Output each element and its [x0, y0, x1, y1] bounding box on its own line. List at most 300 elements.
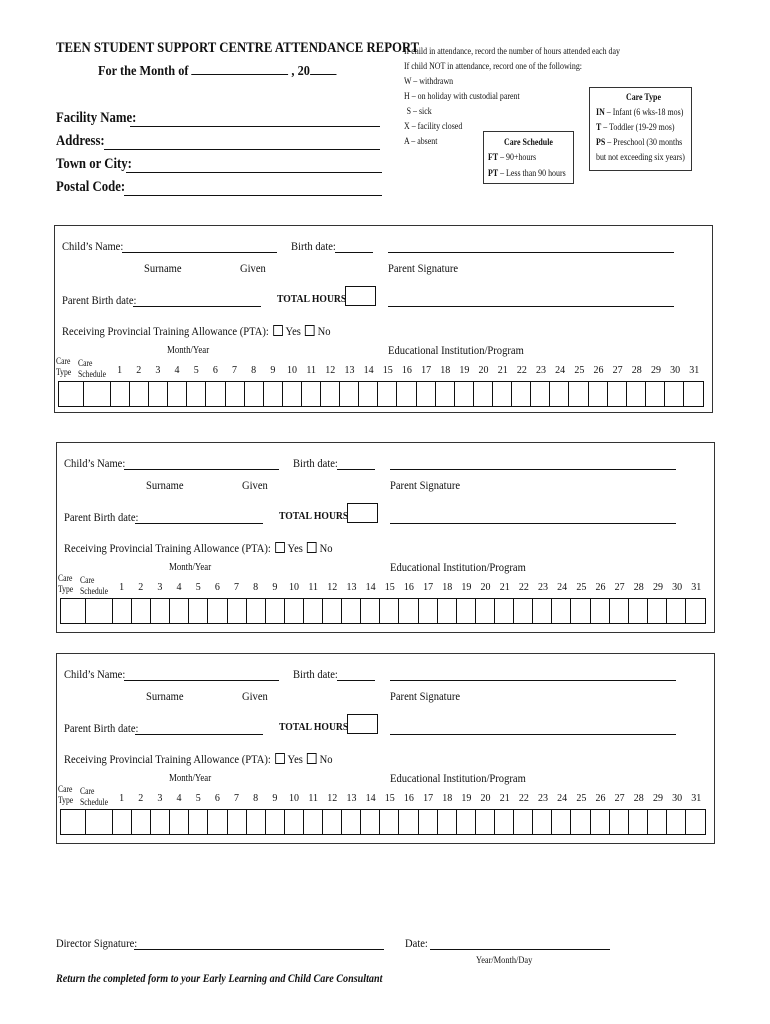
facility-name-field[interactable]	[130, 126, 380, 127]
day-number: 5	[193, 365, 199, 376]
day-cell[interactable]	[512, 382, 531, 406]
address-label: Address:	[56, 133, 105, 149]
month-year-label: Month/Year	[167, 345, 210, 356]
day-number: 8	[253, 793, 259, 804]
day-cell[interactable]	[589, 382, 608, 406]
care-schedule-col-header: Care Schedule	[80, 786, 109, 807]
day-number: 23	[538, 793, 549, 804]
code-item: S – sick	[406, 106, 432, 116]
code-item: W – withdrawn	[404, 76, 454, 86]
day-number: 16	[403, 582, 414, 593]
day-number: 21	[497, 365, 508, 376]
postal-label: Postal Code:	[56, 179, 126, 195]
day-numbers	[60, 582, 706, 593]
day-number: 27	[614, 582, 625, 593]
day-cell[interactable]	[667, 810, 686, 834]
day-number: 31	[689, 365, 700, 376]
care-schedule-cell[interactable]	[84, 382, 111, 406]
day-cell[interactable]	[187, 382, 206, 406]
care-type-cell[interactable]	[59, 382, 84, 406]
day-cell[interactable]	[149, 382, 168, 406]
pta-no-checkbox[interactable]	[307, 753, 317, 764]
day-number: 2	[138, 793, 144, 804]
attendance-grid	[60, 598, 706, 624]
care-schedule-cell[interactable]	[86, 599, 113, 623]
day-cell[interactable]	[569, 382, 588, 406]
given-label: Given	[242, 689, 268, 703]
postal-field[interactable]	[124, 195, 382, 196]
day-number: 28	[631, 365, 642, 376]
day-number: 21	[499, 582, 510, 593]
day-number: 18	[440, 365, 451, 376]
date-format-hint: Year/Month/Day	[476, 956, 533, 966]
child-attendance-section	[56, 653, 715, 844]
day-number: 22	[518, 793, 529, 804]
day-number: 27	[612, 365, 623, 376]
day-cell[interactable]	[417, 382, 436, 406]
day-number: 1	[117, 365, 123, 376]
care-schedule-cell[interactable]	[86, 810, 113, 834]
day-number: 2	[136, 365, 142, 376]
address-field[interactable]	[104, 149, 380, 150]
day-cell[interactable]	[665, 382, 684, 406]
day-number: 8	[251, 365, 257, 376]
form-title: TEEN STUDENT SUPPORT CENTRE ATTENDANCE REPORT	[56, 40, 420, 56]
birth-date-label: Birth date:	[291, 239, 336, 253]
day-cell[interactable]	[283, 382, 302, 406]
day-cell[interactable]	[531, 382, 550, 406]
director-label: Director Signature:	[56, 936, 138, 950]
day-number: 17	[423, 793, 434, 804]
care-type-legend	[589, 87, 692, 171]
care-type-col-header: Care Type	[58, 784, 74, 805]
day-number: 12	[327, 793, 338, 804]
pta-no-label: No	[317, 324, 331, 338]
day-number: 29	[652, 793, 663, 804]
day-number: 15	[382, 365, 393, 376]
day-cell[interactable]	[323, 599, 342, 623]
return-note: Return the completed form to your Early Learning and Child Care Consultant	[56, 973, 383, 985]
day-number: 25	[576, 582, 587, 593]
care-type-item: T – Toddler (19-29 mos)	[596, 122, 675, 132]
day-cell[interactable]	[610, 810, 629, 834]
edu-program-field[interactable]	[388, 306, 674, 307]
parent-signature-field[interactable]	[388, 252, 674, 253]
day-cell[interactable]	[226, 382, 245, 406]
day-cell[interactable]	[151, 599, 170, 623]
day-cell[interactable]	[476, 810, 495, 834]
pta-yes-checkbox[interactable]	[273, 325, 283, 336]
date-label: Date:	[405, 936, 428, 950]
day-number: 17	[421, 365, 432, 376]
care-type-title: Care Type	[626, 92, 661, 102]
birth-date-field[interactable]	[337, 469, 375, 470]
surname-label: Surname	[146, 478, 184, 492]
care-type-cell[interactable]	[61, 599, 86, 623]
day-number: 30	[672, 793, 683, 804]
date-field[interactable]	[430, 949, 610, 950]
day-number: 10	[288, 793, 299, 804]
parent-birth-label: Parent Birth date:	[64, 721, 139, 735]
day-cell[interactable]	[493, 382, 512, 406]
surname-label: Surname	[144, 261, 182, 275]
day-number: 7	[232, 365, 238, 376]
day-number: 13	[346, 793, 357, 804]
childs-name-label: Child’s Name:	[64, 456, 126, 470]
edu-program-field[interactable]	[390, 523, 676, 524]
day-number: 7	[234, 582, 240, 593]
town-label: Town or City:	[56, 156, 132, 172]
day-cell[interactable]	[113, 599, 132, 623]
day-number: 26	[595, 582, 606, 593]
day-cell[interactable]	[552, 599, 571, 623]
parent-signature-label: Parent Signature	[390, 689, 461, 703]
day-cell[interactable]	[361, 810, 380, 834]
day-cell[interactable]	[550, 382, 569, 406]
parent-birth-label: Parent Birth date:	[62, 293, 137, 307]
day-number: 13	[346, 582, 357, 593]
day-number: 16	[403, 793, 414, 804]
care-schedule-col-header: Care Schedule	[80, 575, 109, 596]
child-attendance-section	[54, 225, 713, 413]
day-cell[interactable]	[648, 810, 667, 834]
pta-yes-label: Yes	[287, 752, 303, 766]
day-number: 21	[499, 793, 510, 804]
day-number: 11	[308, 582, 318, 593]
day-cell[interactable]	[228, 810, 247, 834]
day-number: 19	[461, 582, 472, 593]
day-cell[interactable]	[457, 599, 476, 623]
birth-date-label: Birth date:	[293, 667, 338, 681]
day-cell[interactable]	[359, 382, 378, 406]
day-cell[interactable]	[627, 382, 646, 406]
pta-label: Receiving Provincial Training Allowance (PTA):	[62, 324, 269, 338]
total-hours-input[interactable]	[347, 714, 378, 734]
day-cell[interactable]	[667, 599, 686, 623]
birth-date-label: Birth date:	[293, 456, 338, 470]
day-number: 20	[480, 793, 491, 804]
day-number: 22	[516, 365, 527, 376]
day-cell[interactable]	[245, 382, 264, 406]
day-number: 20	[478, 365, 489, 376]
care-schedule-item: PT – Less than 90 hours	[488, 168, 566, 178]
day-cell[interactable]	[342, 599, 361, 623]
day-cell[interactable]	[533, 599, 552, 623]
care-type-extra: but not exceeding six years)	[596, 152, 685, 162]
care-schedule-item: FT – 90+hours	[488, 152, 537, 162]
pta-no-checkbox[interactable]	[307, 542, 317, 553]
pta-yes-label: Yes	[287, 541, 303, 555]
day-cell[interactable]	[629, 599, 648, 623]
day-cell[interactable]	[170, 599, 189, 623]
day-number: 11	[306, 365, 316, 376]
day-cell[interactable]	[436, 382, 455, 406]
care-type-cell[interactable]	[61, 810, 86, 834]
day-cell[interactable]	[419, 810, 438, 834]
care-type-col-header: Care Type	[56, 356, 72, 377]
day-cell[interactable]	[380, 599, 399, 623]
parent-signature-field[interactable]	[390, 469, 676, 470]
code-item: A – absent	[404, 136, 438, 146]
day-number: 28	[633, 793, 644, 804]
day-number: 4	[176, 582, 182, 593]
day-number: 6	[214, 582, 220, 593]
code-item: H – on holiday with custodial parent	[404, 91, 520, 101]
day-cell[interactable]	[228, 599, 247, 623]
day-number: 25	[574, 365, 585, 376]
director-signature-field[interactable]	[134, 949, 384, 950]
day-spacer	[60, 793, 112, 804]
day-number: 22	[518, 582, 529, 593]
day-number: 10	[288, 582, 299, 593]
pta-row	[64, 541, 333, 556]
edu-program-label: Educational Institution/Program	[390, 771, 526, 785]
care-type-item: IN – Infant (6 wks-18 mos)	[596, 107, 684, 117]
day-number: 14	[365, 582, 376, 593]
day-cell[interactable]	[266, 810, 285, 834]
birth-date-field[interactable]	[337, 680, 375, 681]
parent-birth-label: Parent Birth date:	[64, 510, 139, 524]
day-cell[interactable]	[111, 382, 130, 406]
day-number: 15	[384, 582, 395, 593]
day-cell[interactable]	[342, 810, 361, 834]
day-cell[interactable]	[323, 810, 342, 834]
day-cell[interactable]	[285, 599, 304, 623]
day-cell[interactable]	[419, 599, 438, 623]
given-label: Given	[242, 478, 268, 492]
instruction-line: If child in attendance, record the number of hours attended each day	[404, 46, 620, 56]
day-number: 19	[461, 793, 472, 804]
day-number: 20	[480, 582, 491, 593]
day-cell[interactable]	[380, 810, 399, 834]
day-number: 28	[633, 582, 644, 593]
day-number: 19	[459, 365, 470, 376]
day-number: 14	[363, 365, 374, 376]
day-cell[interactable]	[321, 382, 340, 406]
day-number: 26	[595, 793, 606, 804]
month-line	[98, 62, 336, 80]
instruction-line: If child NOT in attendance, record one of the following:	[404, 61, 583, 71]
pta-no-label: No	[319, 752, 333, 766]
day-cell[interactable]	[304, 599, 323, 623]
pta-label: Receiving Provincial Training Allowance (PTA):	[64, 541, 271, 555]
day-cell[interactable]	[113, 810, 132, 834]
total-hours-input[interactable]	[345, 286, 376, 306]
facility-name-label: Facility Name:	[56, 110, 137, 126]
pta-label: Receiving Provincial Training Allowance (PTA):	[64, 752, 271, 766]
day-cell[interactable]	[608, 382, 627, 406]
total-hours-input[interactable]	[347, 503, 378, 523]
pta-no-label: No	[319, 541, 333, 555]
surname-label: Surname	[146, 689, 184, 703]
day-number: 23	[538, 582, 549, 593]
day-number: 31	[691, 582, 702, 593]
day-number: 9	[272, 793, 278, 804]
day-cell[interactable]	[552, 810, 571, 834]
day-number: 17	[423, 582, 434, 593]
day-number: 5	[195, 793, 201, 804]
day-cell[interactable]	[302, 382, 321, 406]
day-number: 26	[593, 365, 604, 376]
day-number: 30	[670, 365, 681, 376]
given-label: Given	[240, 261, 266, 275]
day-cell[interactable]	[285, 810, 304, 834]
day-cell[interactable]	[438, 810, 457, 834]
parent-birth-field[interactable]	[135, 734, 263, 735]
day-cell[interactable]	[247, 810, 266, 834]
day-numbers	[58, 365, 704, 376]
care-type-col-header: Care Type	[58, 573, 74, 594]
day-numbers	[60, 793, 706, 804]
day-cell[interactable]	[495, 810, 514, 834]
total-hours-label: TOTAL HOURS	[277, 293, 347, 305]
day-cell[interactable]	[533, 810, 552, 834]
day-cell[interactable]	[340, 382, 359, 406]
day-cell[interactable]	[151, 810, 170, 834]
day-cell[interactable]	[247, 599, 266, 623]
town-field[interactable]	[126, 172, 382, 173]
pta-yes-checkbox[interactable]	[275, 542, 285, 553]
day-number: 6	[214, 793, 220, 804]
day-cell[interactable]	[208, 599, 227, 623]
birth-date-field[interactable]	[335, 252, 373, 253]
day-number: 24	[557, 793, 568, 804]
day-number: 5	[195, 582, 201, 593]
month-field[interactable]	[192, 62, 289, 75]
day-number: 10	[286, 365, 297, 376]
day-spacer	[60, 582, 112, 593]
pta-yes-checkbox[interactable]	[275, 753, 285, 764]
child-attendance-section	[56, 442, 715, 633]
day-number: 8	[253, 582, 259, 593]
day-cell[interactable]	[629, 810, 648, 834]
day-cell[interactable]	[208, 810, 227, 834]
year-label: , 20	[291, 64, 310, 79]
attendance-grid	[58, 381, 704, 407]
day-cell[interactable]	[514, 599, 533, 623]
parent-signature-field[interactable]	[390, 680, 676, 681]
day-number: 27	[614, 793, 625, 804]
day-number: 9	[272, 582, 278, 593]
day-cell[interactable]	[130, 382, 149, 406]
day-cell[interactable]	[474, 382, 493, 406]
day-number: 23	[536, 365, 547, 376]
childs-name-field[interactable]	[124, 469, 279, 470]
day-cell[interactable]	[170, 810, 189, 834]
day-number: 1	[119, 582, 125, 593]
day-cell[interactable]	[591, 810, 610, 834]
day-number: 16	[401, 365, 412, 376]
day-cell[interactable]	[438, 599, 457, 623]
day-number: 7	[234, 793, 240, 804]
parent-birth-field[interactable]	[133, 306, 261, 307]
childs-name-label: Child’s Name:	[62, 239, 124, 253]
day-number: 29	[652, 582, 663, 593]
day-number: 3	[155, 365, 161, 376]
day-number: 11	[308, 793, 318, 804]
day-cell[interactable]	[476, 599, 495, 623]
day-number: 29	[650, 365, 661, 376]
day-number: 1	[119, 793, 125, 804]
childs-name-field[interactable]	[124, 680, 279, 681]
day-cell[interactable]	[571, 599, 590, 623]
day-number: 12	[325, 365, 336, 376]
day-cell[interactable]	[571, 810, 590, 834]
day-cell[interactable]	[206, 382, 225, 406]
day-cell[interactable]	[266, 599, 285, 623]
month-label: For the Month of	[98, 64, 189, 79]
day-cell[interactable]	[648, 599, 667, 623]
total-hours-label: TOTAL HOURS	[279, 510, 349, 522]
pta-no-checkbox[interactable]	[305, 325, 315, 336]
day-cell[interactable]	[397, 382, 416, 406]
day-cell[interactable]	[686, 599, 705, 623]
day-cell[interactable]	[378, 382, 397, 406]
day-cell[interactable]	[168, 382, 187, 406]
day-number: 31	[691, 793, 702, 804]
day-number: 15	[384, 793, 395, 804]
day-cell[interactable]	[361, 599, 380, 623]
day-cell[interactable]	[399, 599, 418, 623]
day-cell[interactable]	[610, 599, 629, 623]
day-cell[interactable]	[132, 810, 151, 834]
day-number: 13	[344, 365, 355, 376]
parent-birth-field[interactable]	[135, 523, 263, 524]
care-schedule-col-header: Care Schedule	[78, 358, 107, 379]
day-cell[interactable]	[684, 382, 703, 406]
day-number: 6	[212, 365, 218, 376]
day-cell[interactable]	[591, 599, 610, 623]
pta-row	[64, 752, 333, 767]
year-field[interactable]	[310, 62, 336, 75]
day-cell[interactable]	[514, 810, 533, 834]
day-number: 25	[576, 793, 587, 804]
pta-yes-label: Yes	[285, 324, 301, 338]
day-number: 12	[327, 582, 338, 593]
attendance-grid	[60, 809, 706, 835]
day-cell[interactable]	[189, 810, 208, 834]
day-cell[interactable]	[686, 810, 705, 834]
day-cell[interactable]	[646, 382, 665, 406]
day-number: 4	[176, 793, 182, 804]
day-number: 2	[138, 582, 144, 593]
edu-program-label: Educational Institution/Program	[390, 560, 526, 574]
care-type-item: PS – Preschool (30 months	[596, 137, 683, 147]
day-cell[interactable]	[455, 382, 474, 406]
day-cell[interactable]	[457, 810, 476, 834]
total-hours-label: TOTAL HOURS	[279, 721, 349, 733]
day-cell[interactable]	[132, 599, 151, 623]
day-cell[interactable]	[189, 599, 208, 623]
day-cell[interactable]	[264, 382, 283, 406]
care-schedule-legend	[483, 131, 574, 184]
edu-program-field[interactable]	[390, 734, 676, 735]
day-cell[interactable]	[495, 599, 514, 623]
day-number: 24	[555, 365, 566, 376]
day-number: 14	[365, 793, 376, 804]
pta-row	[62, 324, 331, 339]
month-year-label: Month/Year	[169, 562, 212, 573]
day-number: 18	[442, 793, 453, 804]
day-number: 30	[672, 582, 683, 593]
childs-name-field[interactable]	[122, 252, 277, 253]
code-item: X – facility closed	[404, 121, 463, 131]
day-cell[interactable]	[399, 810, 418, 834]
day-cell[interactable]	[304, 810, 323, 834]
edu-program-label: Educational Institution/Program	[388, 343, 524, 357]
day-number: 24	[557, 582, 568, 593]
parent-signature-label: Parent Signature	[388, 261, 459, 275]
